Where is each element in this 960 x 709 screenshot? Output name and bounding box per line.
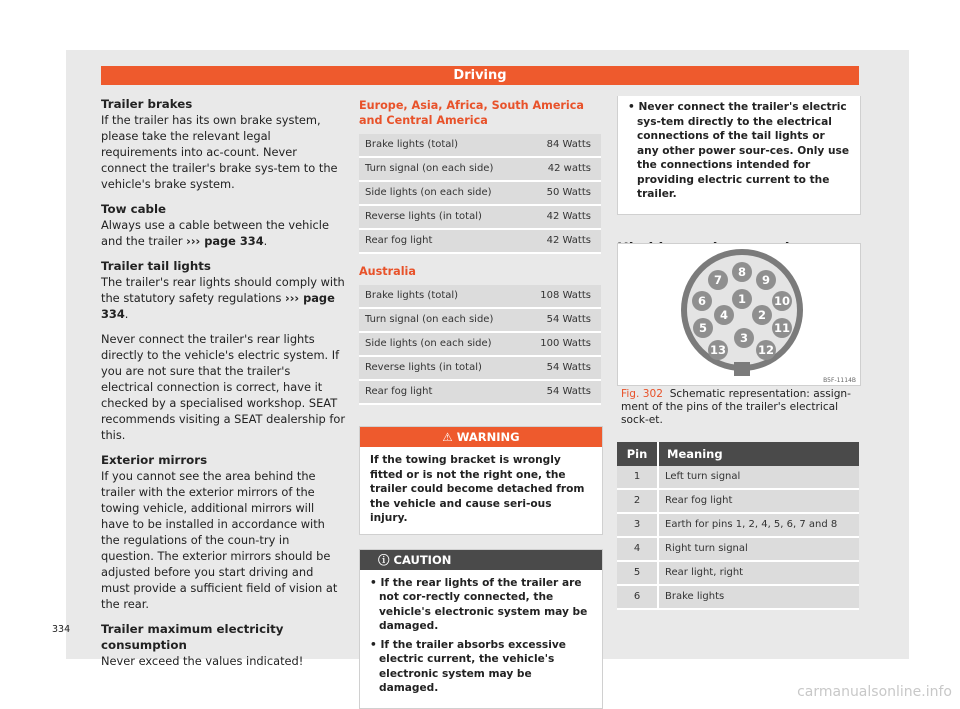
pin-meaning: Rear fog light bbox=[658, 489, 859, 513]
watts-value: 108 Watts bbox=[515, 285, 601, 308]
meaning-column-header: Meaning bbox=[658, 442, 859, 466]
watts-label: Rear fog light bbox=[359, 380, 515, 404]
watts-label: Reverse lights (in total) bbox=[359, 356, 515, 380]
caution-header: ⓘ CAUTION bbox=[360, 550, 602, 570]
watts-value: 54 Watts bbox=[515, 308, 601, 332]
socket-pin-label: 5 bbox=[698, 321, 708, 335]
watts-label: Brake lights (total) bbox=[359, 134, 515, 157]
watts-row bbox=[359, 356, 601, 380]
exterior-mirrors-text: If you cannot see the area behind the trailer with the exterior mirrors of the towing vehicle, additional mirrors will have to be installed in accordance with the regulations of the coun-try in question. The exterior mirrors should be adjusted before you start driving and must provide a sufficient field of vision at the rear. bbox=[101, 469, 338, 611]
pin-row bbox=[617, 513, 859, 537]
figure-code: B5F-1114B bbox=[823, 377, 856, 384]
warning-box bbox=[359, 426, 603, 535]
trailer-brakes-heading: Trailer brakes bbox=[101, 97, 193, 111]
page-reference-link[interactable]: ››› page 334 bbox=[101, 291, 335, 321]
watts-row bbox=[359, 229, 601, 253]
max-electricity-text: Never exceed the values indicated! bbox=[101, 654, 304, 668]
caution-box bbox=[359, 549, 603, 709]
watermark: carmanualsonline.info bbox=[797, 684, 952, 700]
pin-number: 1 bbox=[617, 466, 658, 489]
tow-cable-text: Always use a cable between the vehicle and the trailer ››› page 334. bbox=[101, 218, 329, 248]
pin-row bbox=[617, 489, 859, 513]
pin-number: 3 bbox=[617, 513, 658, 537]
chapter-header: Driving bbox=[101, 66, 859, 85]
watts-label: Turn signal (on each side) bbox=[359, 308, 515, 332]
pin-row bbox=[617, 537, 859, 561]
middle-column bbox=[359, 98, 601, 709]
pin-row bbox=[617, 561, 859, 585]
socket-pin-label: 8 bbox=[737, 265, 747, 279]
max-electricity-heading: Trailer maximum electricity consumption bbox=[101, 622, 284, 652]
warning-triangle-icon: ⚠ bbox=[442, 430, 453, 444]
pin-meaning: Brake lights bbox=[658, 585, 859, 609]
australia-table-title: Australia bbox=[359, 265, 416, 278]
pin-table-wrap bbox=[617, 442, 859, 610]
watts-row bbox=[359, 181, 601, 205]
page-reference-link[interactable]: ››› page 334 bbox=[186, 234, 264, 248]
watts-row bbox=[359, 134, 601, 157]
watts-value: 54 Watts bbox=[515, 356, 601, 380]
trailer-brakes-text: If the trailer has its own brake system, please take the relevant legal requirements into ac-count. Never connect the trailer's brake sys-tem to the vehicle's brake system. bbox=[101, 113, 338, 191]
warning-text: If the towing bracket is wrongly fitted or is not the right one, the trailer could become detached from the vehicle and cause seri-ous injury. bbox=[370, 454, 585, 524]
caution-item: • If the trailer absorbs excessive electric current, the vehicle's electronic system may be damaged. bbox=[370, 638, 566, 694]
watts-label: Rear fog light bbox=[359, 229, 515, 253]
watts-row bbox=[359, 205, 601, 229]
watts-label: Brake lights (total) bbox=[359, 285, 515, 308]
watts-row bbox=[359, 332, 601, 356]
socket-pin-label: 4 bbox=[719, 308, 729, 322]
watts-label: Side lights (on each side) bbox=[359, 332, 515, 356]
watts-label: Turn signal (on each side) bbox=[359, 157, 515, 181]
socket-pin-label: 1 bbox=[737, 292, 747, 306]
watts-value: 54 Watts bbox=[515, 380, 601, 404]
exterior-mirrors-heading: Exterior mirrors bbox=[101, 453, 208, 467]
watts-value: 42 Watts bbox=[515, 205, 601, 229]
pin-meaning: Rear light, right bbox=[658, 561, 859, 585]
tow-cable-heading: Tow cable bbox=[101, 202, 167, 216]
europe-watts-table bbox=[359, 134, 601, 254]
watts-row bbox=[359, 380, 601, 404]
watts-value: 84 Watts bbox=[515, 134, 601, 157]
pin-table bbox=[617, 442, 859, 610]
watts-value: 42 Watts bbox=[515, 229, 601, 253]
pin-number: 2 bbox=[617, 489, 658, 513]
watts-row bbox=[359, 157, 601, 181]
watts-row bbox=[359, 285, 601, 308]
pin-meaning: Right turn signal bbox=[658, 537, 859, 561]
socket-pin-label: 3 bbox=[739, 331, 749, 345]
watts-row bbox=[359, 308, 601, 332]
caution-item: • If the rear lights of the trailer are not cor-rectly connected, the vehicle's electronic system may be damaged. bbox=[370, 576, 588, 632]
socket-pin-label: 7 bbox=[713, 273, 723, 287]
watts-value: 42 watts bbox=[515, 157, 601, 181]
pin-meaning: Left turn signal bbox=[658, 466, 859, 489]
socket-figure bbox=[617, 243, 861, 386]
top-note-text: • Never connect the trailer's electric sys-tem directly to the electrical connections of the tail lights or any other power sour-ces. Only use the connections intended for providing electric current to the trailer. bbox=[628, 101, 850, 200]
caution-body bbox=[360, 570, 602, 708]
australia-watts-table bbox=[359, 285, 601, 405]
tail-lights-heading: Trailer tail lights bbox=[101, 259, 211, 273]
pin-column-header: Pin bbox=[617, 442, 658, 466]
figure-label: Fig. 302 bbox=[621, 388, 663, 400]
socket-pin-label: 12 bbox=[757, 343, 775, 357]
pin-meaning: Earth for pins 1, 2, 4, 5, 6, 7 and 8 bbox=[658, 513, 859, 537]
pin-number: 5 bbox=[617, 561, 658, 585]
socket-key bbox=[734, 362, 750, 376]
watts-label: Side lights (on each side) bbox=[359, 181, 515, 205]
watts-value: 50 Watts bbox=[515, 181, 601, 205]
pin-number: 6 bbox=[617, 585, 658, 609]
caution-circle-icon: ⓘ bbox=[378, 552, 390, 567]
page-number: 334 bbox=[52, 624, 71, 635]
socket-pin-label: 9 bbox=[761, 273, 771, 287]
figure-caption: Fig. 302 Schematic representation: assign-ment of the pins of the trailer's electrical sock-et. bbox=[621, 388, 851, 426]
left-column bbox=[101, 96, 345, 678]
top-note-box bbox=[617, 96, 861, 215]
europe-table-title: Europe, Asia, Africa, South America and Central America bbox=[359, 99, 584, 127]
warning-header: ⚠ WARNING bbox=[360, 427, 602, 447]
pin-number: 4 bbox=[617, 537, 658, 561]
socket-pin-label: 10 bbox=[773, 294, 791, 308]
socket-pin-label: 6 bbox=[697, 294, 707, 308]
watts-label: Reverse lights (in total) bbox=[359, 205, 515, 229]
tail-lights-text-2: Never connect the trailer's rear lights directly to the vehicle's electric system. If you are not sure that the trailer's electrical connection is correct, have it checked by a specialised workshop. SEAT recommends visiting a SEAT dealership for this. bbox=[101, 332, 346, 442]
pin-row bbox=[617, 466, 859, 489]
socket-pin-label: 2 bbox=[757, 308, 767, 322]
socket-pin-label: 13 bbox=[709, 343, 727, 357]
watts-value: 100 Watts bbox=[515, 332, 601, 356]
pin-row bbox=[617, 585, 859, 609]
socket-pin-label: 11 bbox=[773, 321, 791, 335]
socket-diagram bbox=[618, 244, 860, 385]
tail-lights-text: The trailer's rear lights should comply with the statutory safety regulations ››› page 334. bbox=[101, 275, 345, 321]
